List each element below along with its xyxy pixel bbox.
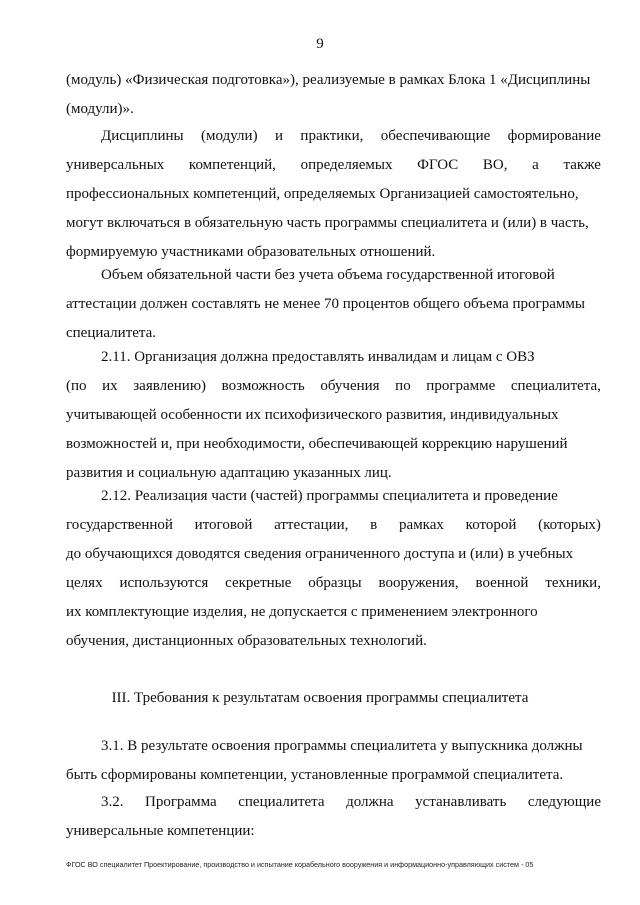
word: вооружения, (378, 575, 459, 591)
text-line: их комплектующие изделия, не допускается с применением электронного (66, 604, 538, 620)
word: практики, (300, 128, 364, 144)
justified-line (66, 788, 601, 817)
word: целях (66, 575, 103, 591)
page-number: 9 (316, 36, 324, 52)
word: должна (346, 794, 394, 810)
word: и (274, 128, 284, 144)
word: 3.2. (101, 794, 124, 810)
word: ФГОС (417, 157, 459, 173)
word: следующие (527, 794, 601, 810)
word: (по (66, 378, 87, 394)
text-line: формируемую участниками образовательных отношений. (66, 244, 436, 260)
word: (которых) (538, 517, 601, 533)
text-line: профессиональных компетенций, определяемых Организацией самостоятельно, (66, 186, 579, 202)
paragraph-2-11 (66, 343, 601, 488)
word: формирование (507, 128, 601, 144)
word: которой (465, 517, 517, 533)
text-line: (модуль) «Физическая подготовка»), реализуемые в рамках Блока 1 «Дисциплины (66, 72, 591, 88)
word: (модули) (201, 128, 258, 144)
text-line: Объем обязательной части без учета объема государственной итоговой (101, 267, 555, 283)
word: аттестации, (274, 517, 349, 533)
paragraph-3-2 (66, 788, 601, 846)
word: итоговой (194, 517, 253, 533)
paragraph-2 (66, 122, 601, 267)
page-footer: ФГОС ВО специалитет Проектирование, производство и испытание корабельного вооружения и информационно-управляющих систем - 05 (66, 860, 534, 869)
word: определяемых (300, 157, 393, 173)
word: специалитета, (510, 378, 601, 394)
text-line: возможностей и, при необходимости, обеспечивающей коррекцию нарушений (66, 436, 568, 452)
word: Дисциплины (101, 128, 184, 144)
justified-line (66, 372, 601, 401)
text-line: специалитета. (66, 325, 157, 341)
text-line: учитывающей особенности их психофизического развития, индивидуальных (66, 407, 559, 423)
word: возможность (221, 378, 305, 394)
text-line: развития и социальную адаптацию указанных лиц. (66, 465, 392, 481)
text-line: 2.11. Организация должна предоставлять инвалидам и лицам с ОВЗ (101, 349, 535, 365)
justified-line (66, 569, 601, 598)
justified-line (66, 511, 601, 540)
word: обеспечивающие (380, 128, 491, 144)
word: техники, (545, 575, 601, 591)
paragraph-3-1 (66, 732, 601, 790)
word: военной (475, 575, 529, 591)
word: программе (426, 378, 496, 394)
text-line: 3.1. В результате освоения программы специалитета у выпускника должны (101, 738, 583, 754)
text-line: 2.12. Реализация части (частей) программы специалитета и проведение (101, 488, 558, 504)
word: рамках (399, 517, 444, 533)
justified-line (66, 122, 601, 151)
word: универсальных (66, 157, 165, 173)
word: используются (119, 575, 209, 591)
text-line: до обучающихся доводятся сведения ограниченного доступа и (или) в учебных (66, 546, 574, 562)
word: Программа (145, 794, 217, 810)
word: устанавливать (415, 794, 507, 810)
word: компетенций, (188, 157, 276, 173)
word: по (395, 378, 411, 394)
justified-line (66, 151, 601, 180)
word: специалитета (238, 794, 325, 810)
text-line: обучения, дистанционных образовательных технологий. (66, 633, 427, 649)
word: их (102, 378, 118, 394)
word: образцы (308, 575, 362, 591)
word: ВО, (482, 157, 508, 173)
paragraph-2-12 (66, 482, 601, 656)
text-line: (модули)». (66, 101, 134, 117)
paragraph-3 (66, 261, 601, 348)
word: а (532, 157, 539, 173)
word: обучения (320, 378, 380, 394)
text-line: могут включаться в обязательную часть программы специалитета и (или) в часть, (66, 215, 589, 231)
text-line: универсальные компетенции: (66, 823, 255, 839)
text-line: быть сформированы компетенции, установленные программой специалитета. (66, 767, 564, 783)
section-heading: III. Требования к результатам освоения программы специалитета (111, 690, 529, 706)
paragraph-1 (66, 66, 601, 124)
word: заявлению) (133, 378, 207, 394)
word: в (370, 517, 378, 533)
word: государственной (66, 517, 173, 533)
text-line: аттестации должен составлять не менее 70 процентов общего объема программы (66, 296, 585, 312)
word: секретные (225, 575, 292, 591)
word: также (563, 157, 601, 173)
